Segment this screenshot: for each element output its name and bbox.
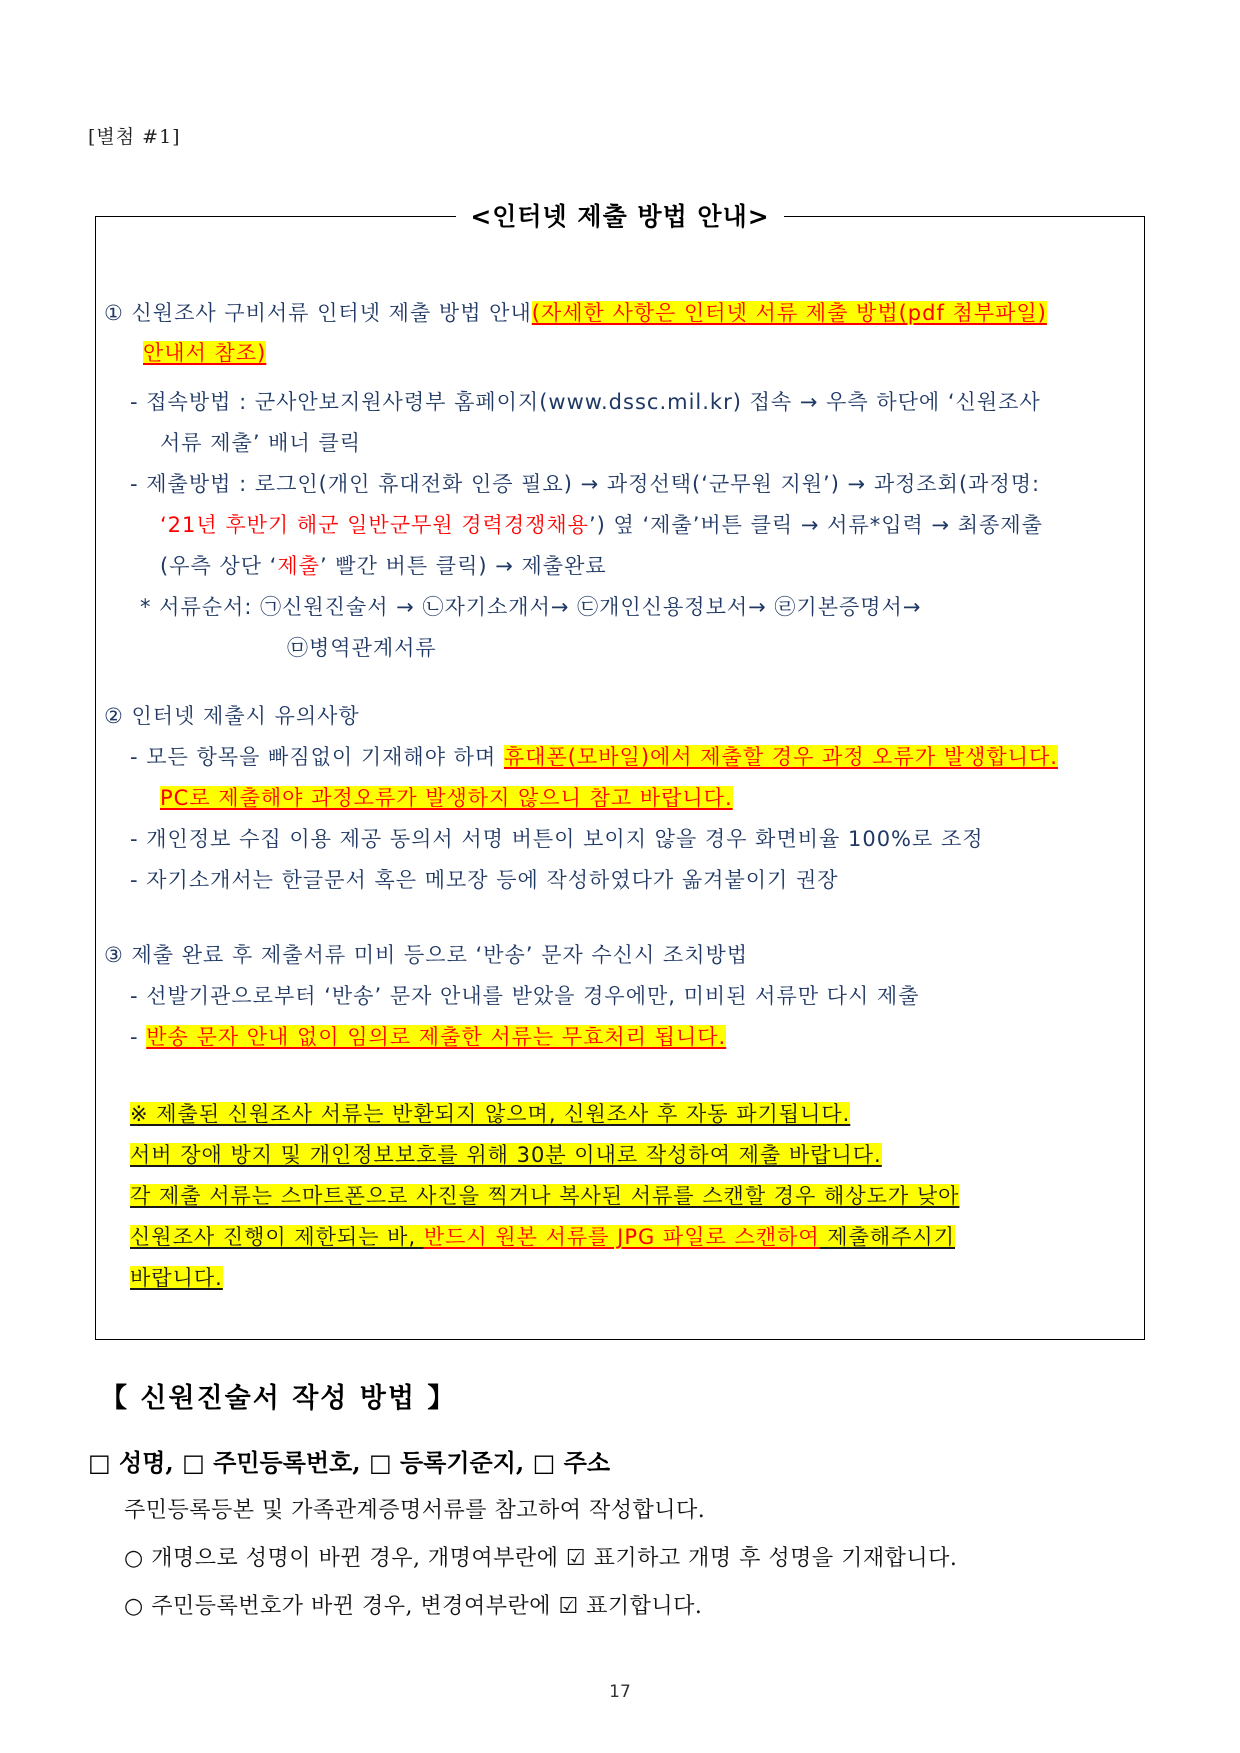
fields-description: 주민등록등본 및 가족관계증명서류를 참고하여 작성합니다.	[124, 1498, 706, 1523]
submit-line3-a: (우측 상단 ‘	[160, 554, 278, 578]
notice-text5: 바랍니다.	[130, 1266, 223, 1290]
notice-line3	[130, 1180, 959, 1210]
item1-num: ①	[104, 301, 124, 325]
submit-line1: - 제출방법 : 로그인(개인 휴대전화 인증 필요) → 과정선택(‘군무원 지원’) → 과정조회(과정명:	[130, 472, 1041, 496]
course-name: ‘21년 후반기 해군 일반군무원 경력경쟁채용	[160, 513, 589, 537]
notice-line2	[130, 1139, 882, 1169]
item3-bullet1: - 선발기관으로부터 ‘반송’ 문자 안내를 받았을 경우에만, 미비된 서류만 다시 제출	[130, 984, 920, 1008]
item1-note: (자세한 사항은 인터넷 서류 제출 방법(pdf 첨부파일)	[531, 301, 1047, 325]
submit-line3-b: ’ 빨간 버튼 클릭) → 제출완료	[319, 554, 607, 578]
notice-line1	[130, 1098, 850, 1128]
section-title: 【 신원진술서 작성 방법 】	[100, 1383, 457, 1414]
item2-title: ② 인터넷 제출시 유의사항	[104, 704, 360, 728]
notice-text4a: 신원조사 진행이 제한되는 바,	[130, 1225, 424, 1249]
box-title: <인터넷 제출 방법 안내>	[456, 202, 783, 231]
item1-line1	[104, 297, 1047, 327]
internet-submission-guide-box	[95, 202, 1145, 1340]
item2-bullet3: - 자기소개서는 한글문서 혹은 메모장 등에 작성하였다가 옮겨붙이기 권장	[130, 868, 839, 892]
item1-line2	[143, 337, 266, 367]
notice-text4b: 제출해주시기	[819, 1225, 956, 1249]
item2-bullet2: - 개인정보 수집 이용 제공 동의서 서명 버튼이 보이지 않을 경우 화면비율 100%로 조정	[130, 827, 984, 851]
notice-text1: ※ 제출된 신원조사 서류는 반환되지 않으며, 신원조사 후 자동 파기됩니다.	[130, 1102, 851, 1126]
notice-jpg-instruction: 반드시 원본 서류를 JPG 파일로 스캔하여	[423, 1225, 820, 1249]
submit-line3	[160, 550, 607, 580]
submit-line2-rest: ’) 옆 ‘제출’버튼 클릭 → 서류*입력 → 최종제출	[588, 513, 1043, 537]
item3-title: ③ 제출 완료 후 제출서류 미비 등으로 ‘반송’ 문자 수신시 조치방법	[104, 943, 749, 967]
item3-bullet2	[130, 1021, 726, 1051]
item2-mobile-warning: 휴대폰(모바일)에서 제출할 경우 과정 오류가 발생합니다.	[503, 745, 1058, 769]
submit-red-word: 제출	[277, 554, 320, 578]
submit-line2	[160, 509, 1043, 539]
id-change-bullet: ○ 주민등록번호가 바뀐 경우, 변경여부란에 ☑ 표기합니다.	[124, 1594, 703, 1619]
item3-dash: -	[130, 1025, 147, 1049]
notice-text3: 각 제출 서류는 스마트폰으로 사진을 찍거나 복사된 서류를 스캔할 경우 해상도가 낮아	[130, 1184, 960, 1208]
document-order-line2: ㉤병역관계서류	[287, 636, 437, 660]
notice-line5	[130, 1262, 223, 1292]
notice-line4	[130, 1221, 955, 1251]
fields-checklist: □ 성명, □ 주민등록번호, □ 등록기준지, □ 주소	[88, 1448, 611, 1477]
name-change-bullet: ○ 개명으로 성명이 바뀐 경우, 개명여부란에 ☑ 표기하고 개명 후 성명을 기재합니다.	[124, 1546, 958, 1571]
box-title-wrap	[96, 197, 1144, 233]
access-line2: 서류 제출’ 배너 클릭	[160, 431, 361, 455]
item2-bullet1-line2	[160, 782, 733, 812]
item3-invalid-warning: 반송 문자 안내 없이 임의로 제출한 서류는 무효처리 됩니다.	[146, 1025, 727, 1049]
page-number: 17	[609, 1682, 631, 1702]
item1-text: 신원조사 구비서류 인터넷 제출 방법 안내	[123, 301, 532, 325]
access-line1: - 접속방법 : 군사안보지원사령부 홈페이지(www.dssc.mil.kr) 접속 → 우측 하단에 ‘신원조사	[130, 390, 1041, 414]
item2-bullet1-plain: - 모든 항목을 빠짐없이 기재해야 하며	[130, 745, 504, 769]
notice-text2: 서버 장애 방지 및 개인정보보호를 위해 30분 이내로 작성하여 제출 바랍니다.	[130, 1143, 882, 1167]
document-order-line1: * 서류순서: ㉠신원진술서 → ㉡자기소개서→ ㉢개인신용정보서→ ㉣기본증명서→	[140, 595, 922, 619]
item1-note-cont: 안내서 참조)	[143, 341, 267, 365]
attachment-label: [별첨 #1]	[88, 126, 181, 148]
item2-bullet1	[130, 741, 1058, 771]
item2-pc-note: PC로 제출해야 과정오류가 발생하지 않으니 참고 바랍니다.	[160, 786, 733, 810]
